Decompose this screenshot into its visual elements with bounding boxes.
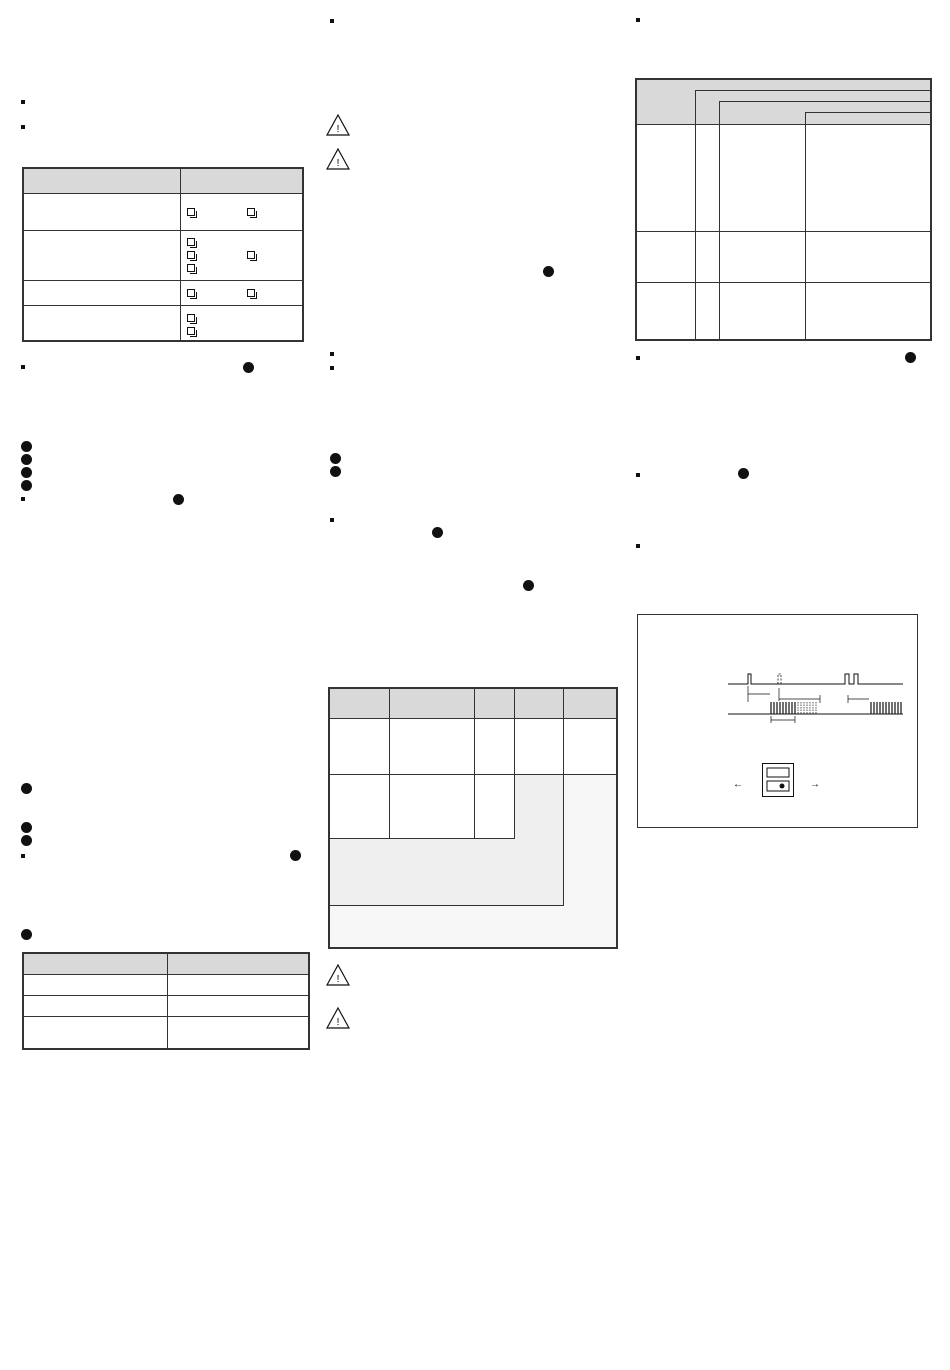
checkbox-icon[interactable] bbox=[187, 208, 195, 216]
checkbox-icon[interactable] bbox=[187, 264, 195, 272]
checkbox-icon[interactable] bbox=[247, 289, 255, 297]
warning-triangle-icon bbox=[326, 964, 350, 986]
bullet-square-icon bbox=[636, 473, 640, 477]
callout-circle-icon bbox=[523, 580, 534, 591]
checkbox-icon[interactable] bbox=[247, 251, 255, 259]
callout-circle-icon bbox=[290, 850, 301, 861]
callout-circle-icon bbox=[543, 266, 554, 277]
callout-circle-icon bbox=[173, 494, 184, 505]
bullet-square-icon bbox=[636, 544, 640, 548]
spec-table-header bbox=[24, 954, 308, 974]
bullet-square-icon bbox=[21, 497, 25, 501]
callout-circle-icon bbox=[21, 835, 32, 846]
checkbox-icon[interactable] bbox=[247, 208, 255, 216]
bullet-square-icon bbox=[636, 18, 640, 22]
bullet-square-icon bbox=[330, 19, 334, 23]
staircase-table bbox=[328, 687, 618, 949]
timing-diagram bbox=[637, 614, 918, 828]
callout-circle-icon bbox=[21, 441, 32, 452]
bullet-square-icon bbox=[330, 366, 334, 370]
nested-header-table bbox=[635, 78, 932, 341]
bullet-square-icon bbox=[21, 854, 25, 858]
staircase-table-header bbox=[330, 689, 616, 718]
checkbox-icon[interactable] bbox=[187, 314, 195, 322]
arrow-left-icon: ← bbox=[733, 779, 743, 790]
callout-circle-icon bbox=[330, 466, 341, 477]
svg-text:!: ! bbox=[336, 1017, 340, 1028]
checkbox-icon[interactable] bbox=[187, 238, 195, 246]
callout-circle-icon bbox=[905, 352, 916, 363]
switch-device-icon bbox=[762, 763, 794, 797]
svg-text:!: ! bbox=[336, 974, 340, 985]
callout-circle-icon bbox=[21, 467, 32, 478]
bullet-square-icon bbox=[21, 365, 25, 369]
warning-triangle-icon bbox=[326, 1007, 350, 1029]
svg-text:!: ! bbox=[336, 124, 340, 135]
bullet-square-icon bbox=[330, 352, 334, 356]
svg-text:!: ! bbox=[336, 158, 340, 169]
arrow-right-icon: → bbox=[810, 779, 820, 790]
checkbox-icon[interactable] bbox=[187, 251, 195, 259]
callout-circle-icon bbox=[21, 822, 32, 833]
callout-circle-icon bbox=[243, 362, 254, 373]
warning-triangle-icon bbox=[326, 114, 350, 136]
bullet-square-icon bbox=[21, 100, 25, 104]
bullet-square-icon bbox=[636, 356, 640, 360]
callout-circle-icon bbox=[21, 783, 32, 794]
checkbox-icon[interactable] bbox=[187, 289, 195, 297]
callout-circle-icon bbox=[21, 929, 32, 940]
checkbox-icon[interactable] bbox=[187, 327, 195, 335]
callout-circle-icon bbox=[330, 453, 341, 464]
bullet-square-icon bbox=[330, 518, 334, 522]
callout-circle-icon bbox=[432, 527, 443, 538]
callout-circle-icon bbox=[21, 454, 32, 465]
options-table bbox=[22, 167, 304, 342]
warning-triangle-icon bbox=[326, 148, 350, 170]
bullet-square-icon bbox=[21, 125, 25, 129]
options-table-header bbox=[24, 169, 302, 193]
nested-table-header bbox=[637, 80, 930, 124]
callout-circle-icon bbox=[21, 480, 32, 491]
spec-table bbox=[22, 952, 310, 1050]
callout-circle-icon bbox=[738, 468, 749, 479]
